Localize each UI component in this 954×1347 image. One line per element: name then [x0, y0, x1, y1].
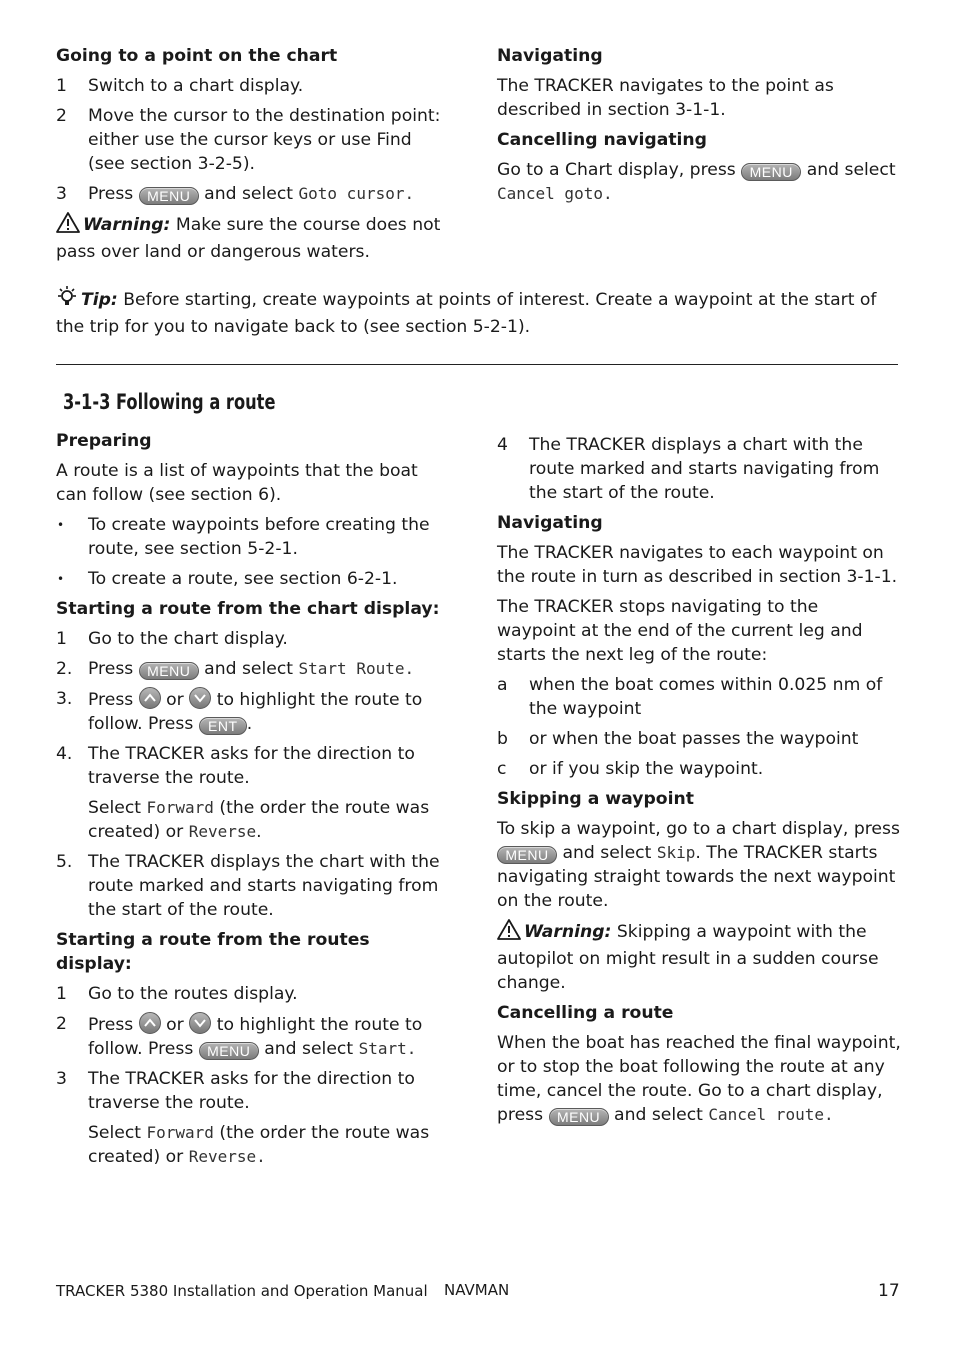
menu-option-code: Goto cursor.: [298, 184, 415, 203]
text-fragment: To skip a waypoint, go to a chart display, press: [497, 819, 900, 839]
step-number: 3: [56, 1069, 67, 1089]
menu-key-icon: MENU: [199, 1042, 259, 1060]
tip-note: [56, 286, 898, 339]
menu-option-code: Skip: [656, 843, 696, 862]
cancelling-navigating-text: [497, 158, 902, 206]
step-number: 4.: [56, 744, 73, 764]
tip-text: Before starting, create waypoints at points of interest. Create a waypoint at the start of the trip for you to navigate back to (see section 5-2-1).: [56, 290, 877, 337]
navigating-text: The TRACKER navigates to each waypoint on the route in turn as described in section 3-1-1.: [497, 543, 898, 587]
step-text: or: [166, 1015, 184, 1035]
preparing-heading: Preparing: [56, 431, 152, 451]
tip-label: Tip:: [81, 290, 118, 310]
list-item: [56, 513, 448, 561]
step-text: and select: [204, 659, 294, 679]
step-text: The TRACKER displays a chart with the route marked and starts navigating from the start of the route.: [529, 435, 880, 503]
bullet-text: To create waypoints before creating the route, see section 5-2-1.: [88, 515, 430, 559]
menu-option-code: Cancel goto.: [497, 184, 613, 203]
step-text: (the order the route was created) or: [88, 1123, 430, 1167]
condition-text: or when the boat passes the waypoint: [529, 729, 859, 749]
text-fragment: and select: [806, 160, 896, 180]
section-divider: [56, 364, 898, 365]
warning-label: Warning:: [83, 215, 171, 235]
step-text: and select: [264, 1039, 354, 1059]
menu-key-icon: MENU: [497, 846, 557, 864]
routes-display-heading: Starting a route from the routes display:: [56, 930, 370, 974]
step-number: 3: [56, 184, 67, 204]
list-item: [497, 757, 902, 781]
chart-display-heading: Starting a route from the chart display:: [56, 599, 440, 619]
following-route-left-column: [56, 429, 448, 1175]
preparing-text: A route is a list of waypoints that the boat can follow (see section 6).: [56, 461, 418, 505]
text-fragment: Go to a Chart display, press: [497, 160, 736, 180]
list-item: [56, 850, 448, 922]
list-item: [56, 74, 448, 98]
warning-triangle-icon: [56, 212, 80, 240]
warning-triangle-icon: [497, 919, 521, 947]
text-fragment: and select: [614, 1105, 703, 1125]
step-text: Press: [88, 1015, 134, 1035]
going-to-point-section: [56, 44, 448, 270]
condition-letter: b: [497, 729, 508, 749]
list-item: [56, 742, 448, 790]
step-number: 1: [56, 76, 67, 96]
menu-option-code: Start Route.: [298, 659, 415, 678]
step-number: 2.: [56, 659, 73, 679]
step-text: The TRACKER displays the chart with the route marked and starts navigating from the start of the route.: [88, 852, 440, 920]
menu-key-icon: MENU: [139, 187, 199, 205]
list-item: [56, 657, 448, 681]
warning-note: [56, 212, 448, 264]
list-item: [497, 673, 902, 721]
step-number: 5.: [56, 852, 73, 872]
step-text: The TRACKER asks for the direction to traverse the route.: [88, 1069, 415, 1113]
step-number: 4: [497, 435, 508, 455]
up-arrow-key-icon: [139, 1012, 161, 1034]
cancelling-navigating-heading: Cancelling navigating: [497, 130, 707, 150]
navigating-heading: Navigating: [497, 46, 603, 66]
text-fragment: . The TRACKER starts navigating straight towards the next waypoint on the route.: [497, 843, 896, 911]
condition-text: or if you skip the waypoint.: [529, 759, 764, 779]
going-to-point-heading: Going to a point on the chart: [56, 46, 338, 66]
list-item: [56, 1121, 448, 1169]
warning-text: Skipping a waypoint with the autopilot on might result in a sudden course change.: [497, 922, 879, 993]
cancelling-route-heading: Cancelling a route: [497, 1003, 674, 1023]
warning-note: [497, 919, 902, 995]
step-text: (the order the route was created) or: [88, 798, 430, 842]
ent-key-icon: ENT: [199, 717, 247, 735]
list-item: [56, 982, 448, 1006]
bullet-mark: •: [57, 572, 65, 586]
navigating-text: The TRACKER stops navigating to the waypoint at the end of the current leg and starts the next leg of the route:: [497, 597, 863, 665]
list-item: [497, 433, 902, 505]
list-item: [56, 627, 448, 651]
step-text: to highlight the route to follow. Press: [88, 1015, 423, 1059]
step-text: Select: [88, 1123, 142, 1143]
menu-key-icon: MENU: [139, 662, 199, 680]
lightbulb-icon: [56, 286, 78, 315]
option-forward: Forward: [146, 1123, 214, 1142]
step-text: Select: [88, 798, 142, 818]
step-text: .: [246, 714, 253, 734]
skipping-heading: Skipping a waypoint: [497, 789, 694, 809]
step-number: 2: [56, 106, 67, 126]
bullet-text: To create a route, see section 6-2-1.: [88, 569, 398, 589]
list-item: [56, 796, 448, 844]
up-arrow-key-icon: [139, 687, 161, 709]
navigating-text: The TRACKER navigates to the point as described in section 3-1-1.: [497, 76, 834, 120]
text-fragment: When the boat has reached the final waypoint, or to stop the boat following the route at any time, cancel the route. Go to a chart display, press: [497, 1033, 901, 1125]
cancelling-route-text: [497, 1031, 902, 1127]
text-fragment: and select: [562, 843, 652, 863]
down-arrow-key-icon: [189, 1012, 211, 1034]
navigating-section: [497, 44, 902, 212]
step-text: Press: [88, 690, 134, 710]
option-reverse: Reverse.: [188, 1147, 266, 1166]
step-number: 2: [56, 1014, 67, 1034]
step-number: 1: [56, 629, 67, 649]
list-item: [56, 567, 448, 591]
list-item: [497, 727, 902, 751]
condition-letter: a: [497, 675, 508, 695]
footer-manual-title: TRACKER 5380 Installation and Operation Manual: [56, 1282, 428, 1300]
list-item: [56, 1012, 448, 1061]
step-text: Press: [88, 659, 134, 679]
step-text: Press: [88, 184, 134, 204]
list-item: [56, 104, 448, 176]
step-text: Go to the chart display.: [88, 629, 288, 649]
list-item: [56, 1067, 448, 1115]
following-route-right-column: [497, 433, 902, 1133]
condition-letter: c: [497, 759, 507, 779]
page-number: 17: [878, 1281, 900, 1301]
step-text: .: [256, 822, 262, 842]
menu-option-code: Start.: [358, 1039, 417, 1058]
menu-key-icon: MENU: [549, 1108, 609, 1126]
step-number: 1: [56, 984, 67, 1004]
footer-brand: NAVMAN: [444, 1281, 510, 1299]
down-arrow-key-icon: [189, 687, 211, 709]
option-reverse: Reverse: [188, 822, 257, 841]
step-text: to highlight the route to follow. Press: [88, 690, 423, 734]
list-item: [56, 182, 448, 206]
option-forward: Forward: [146, 798, 214, 817]
step-text: The TRACKER asks for the direction to traverse the route.: [88, 744, 415, 788]
navigating-heading: Navigating: [497, 513, 603, 533]
skipping-text: [497, 817, 902, 913]
step-text: Move the cursor to the destination point: either use the cursor keys or use Find (see section 3-2-5).: [88, 106, 441, 174]
warning-label: Warning:: [524, 922, 612, 942]
menu-key-icon: MENU: [741, 163, 801, 181]
step-number: 3.: [56, 689, 73, 709]
step-text: and select: [204, 184, 294, 204]
warning-text: Make sure the course does not pass over land or dangerous waters.: [56, 215, 441, 262]
bullet-mark: •: [57, 518, 65, 532]
step-text: or: [166, 690, 184, 710]
condition-text: when the boat comes within 0.025 nm of the waypoint: [529, 675, 883, 719]
section-title: 3-1-3 Following a route: [63, 390, 276, 414]
menu-option-code: Cancel route.: [708, 1105, 834, 1124]
list-item: [56, 687, 448, 736]
step-text: Go to the routes display.: [88, 984, 298, 1004]
step-text: Switch to a chart display.: [88, 76, 304, 96]
